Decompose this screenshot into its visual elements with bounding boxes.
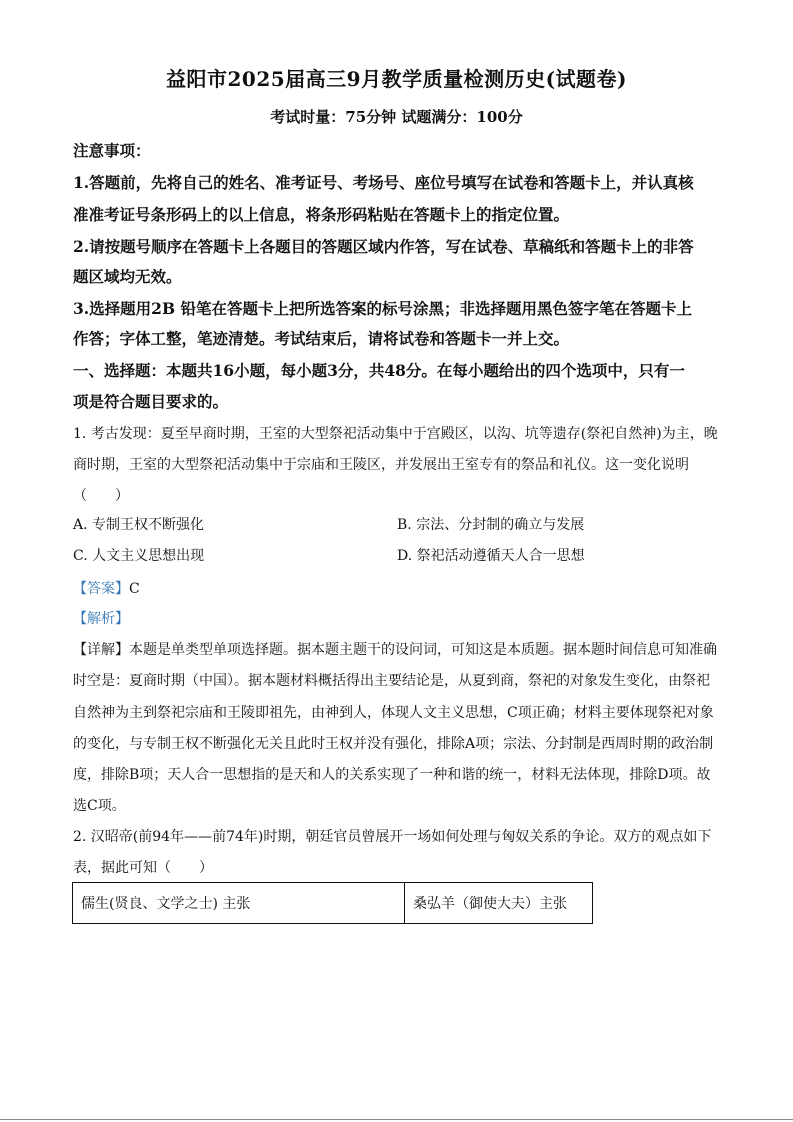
q1-option-b: B. 宗法、分封制的确立与发展 (397, 517, 585, 533)
notice-heading: 注意事项： (73, 141, 151, 160)
notice-line: 题区域均无效。 (73, 267, 182, 286)
q1-option-a: A. 专制王权不断强化 (73, 517, 205, 533)
q1-detail: 【详解】本题是单类型单项选择题。据本题主题干的设问词，可知这是本质题。据本题时间信息可知准确 (73, 642, 717, 658)
answer-value: C (129, 581, 140, 597)
notice-line: 3.选择题用2B 铅笔在答题卡上把所选答案的标号涂黑；非选择题用黑色签字笔在答题卡上 (73, 299, 692, 318)
q1-stem: 1. 考古发现：夏至早商时期，王室的大型祭祀活动集中于宫殿区，以沟、坑等遗存(祭祀自然神)为主，晚 (73, 426, 718, 442)
table-header-cell: 桑弘羊（御使大夫）主张 (405, 883, 593, 924)
q1-detail: 的变化，与专制王权不断强化无关且此时王权并没有强化，排除A项；宗法、分封制是西周时期的政治制 (73, 736, 714, 752)
table-row (73, 883, 593, 924)
analysis-label: 【解析】 (73, 611, 129, 627)
q1-option-c: C. 人文主义思想出现 (73, 548, 205, 564)
notice-line: 准准考证号条形码上的以上信息，将条形码粘贴在答题卡上的指定位置。 (73, 205, 570, 224)
notice-line: 1.答题前，先将自己的姓名、准考证号、考场号、座位号填写在试卷和答题卡上，并认真核 (73, 173, 694, 192)
q2-stem: 表，据此可知（ ） (73, 860, 213, 876)
section-heading: 一、选择题：本题共16小题，每小题3分，共48分。在每小题给出的四个选项中，只有一 (73, 361, 685, 380)
exam-info: 考试时量：75分钟 试题满分：100分 (270, 108, 523, 126)
q1-option-d: D. 祭祀活动遵循天人合一思想 (397, 548, 585, 564)
section-heading: 项是符合题目要求的。 (73, 392, 229, 411)
q1-answer (73, 578, 723, 598)
q1-stem: 商时期，王室的大型祭祀活动集中于宗庙和王陵区，并发展出王室专有的祭品和礼仪。这一变化说明 (73, 457, 689, 473)
q1-detail: 时空是：夏商时期（中国）。据本题材料概括得出主要结论是，从夏到商，祭祀的对象发生变化，由祭祀 (73, 673, 710, 689)
q2-table (72, 882, 593, 924)
q1-detail: 自然神为主到祭祀宗庙和王陵即祖先，由神到人，体现人文主义思想，C项正确；材料主要体现祭祀对象 (73, 705, 714, 721)
page-title: 益阳市2025届高三9月教学质量检测历史(试题卷) (165, 67, 627, 91)
notice-line: 2.请按题号顺序在答题卡上各题目的答题区域内作答，写在试卷、草稿纸和答题卡上的非答 (73, 237, 694, 256)
notice-line: 作答；字体工整，笔迹清楚。考试结束后，请将试卷和答题卡一并上交。 (73, 329, 570, 348)
page-bottom-rule (0, 1119, 793, 1120)
q1-detail: 选C项。 (73, 798, 126, 814)
q2-stem: 2. 汉昭帝(前94年——前74年)时期，朝廷官员曾展开一场如何处理与匈奴关系的争论。双方的观点如下 (73, 829, 712, 845)
answer-label: 【答案】 (73, 581, 129, 597)
table-header-cell: 儒生(贤良、文学之士) 主张 (73, 883, 405, 924)
q1-detail: 度，排除B项；天人合一思想指的是天和人的关系实现了一种和谐的统一，材料无法体现，排除D项。故 (73, 767, 711, 783)
q1-stem: （ ） (73, 488, 129, 504)
